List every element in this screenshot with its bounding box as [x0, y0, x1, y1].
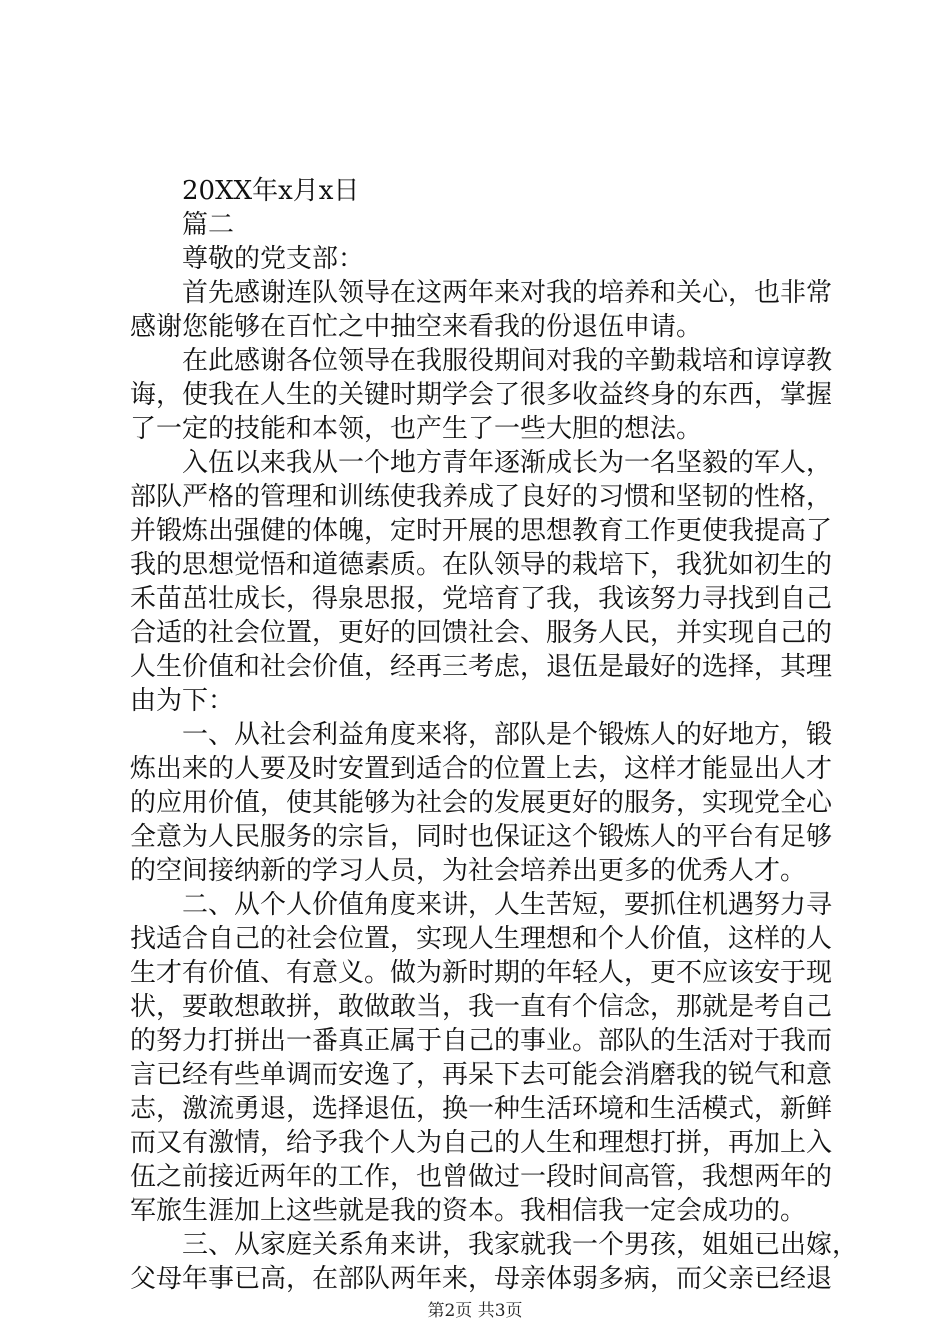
text-line: 伍之前接近两年的工作，也曾做过一段时间高管，我想两年的: [130, 1162, 833, 1192]
text-line: 找适合自己的社会位置，实现人生理想和个人价值，这样的人: [130, 924, 833, 954]
text-line: 部队严格的管理和训练使我养成了良好的习惯和坚韧的性格，: [130, 482, 833, 512]
salutation: 尊敬的党支部：: [130, 244, 365, 274]
section-heading: 篇二: [130, 210, 235, 240]
page-footer: 第2页 共3页: [427, 1301, 523, 1321]
text-line: 在此感谢各位领导在我服役期间对我的辛勤栽培和谆谆教: [130, 346, 833, 376]
text-line: 军旅生涯加上这些就是我的资本。我相信我一定会成功的。: [130, 1196, 807, 1226]
text-line: 状，要敢想敢拼，敢做敢当，我一直有个信念，那就是考自己: [130, 992, 833, 1022]
text-line: 人生价值和社会价值，经再三考虑，退伍是最好的选择，其理: [130, 652, 833, 682]
text-line: 三、从家庭关系角来讲，我家就我一个男孩，姐姐已出嫁，: [130, 1230, 859, 1260]
text-line: 二、从个人价值角度来讲，人生苦短，要抓住机遇努力寻: [130, 890, 833, 920]
text-line: 我的思想觉悟和道德素质。在队领导的栽培下，我犹如初生的: [130, 550, 833, 580]
text-line: 的空间接纳新的学习人员，为社会培养出更多的优秀人才。: [130, 856, 807, 886]
text-line: 由为下：: [130, 686, 235, 716]
text-line: 全意为人民服务的宗旨，同时也保证这个锻炼人的平台有足够: [130, 822, 833, 852]
text-line: 诲，使我在人生的关键时期学会了很多收益终身的东西，掌握: [130, 380, 833, 410]
text-line: 感谢您能够在百忙之中抽空来看我的份退伍申请。: [130, 312, 703, 342]
text-line: 并锻炼出强健的体魄，定时开展的思想教育工作更使我提高了: [130, 516, 833, 546]
text-line: 而又有激情，给予我个人为自己的人生和理想打拼，再加上入: [130, 1128, 833, 1158]
text-line: 一、从社会利益角度来将，部队是个锻炼人的好地方，锻: [130, 720, 833, 750]
text-line: 合适的社会位置，更好的回馈社会、服务人民，并实现自己的: [130, 618, 833, 648]
text-line: 志，激流勇退，选择退伍，换一种生活环境和生活模式，新鲜: [130, 1094, 833, 1124]
text-line: 禾苗茁壮成长，得泉思报，党培育了我，我该努力寻找到自己: [130, 584, 833, 614]
text-line: 的努力打拼出一番真正属于自己的事业。部队的生活对于我而: [130, 1026, 833, 1056]
text-line: 生才有价值、有意义。做为新时期的年轻人，更不应该安于现: [130, 958, 833, 988]
text-line: 的应用价值，使其能够为社会的发展更好的服务，实现党全心: [130, 788, 833, 818]
text-line: 了一定的技能和本领，也产生了一些大胆的想法。: [130, 414, 703, 444]
text-line: 入伍以来我从一个地方青年逐渐成长为一名坚毅的军人，: [130, 448, 833, 478]
text-line: 言已经有些单调而安逸了，再呆下去可能会消磨我的锐气和意: [130, 1060, 833, 1090]
text-line: 父母年事已高，在部队两年来，母亲体弱多病，而父亲已经退: [130, 1264, 833, 1294]
text-line: 首先感谢连队领导在这两年来对我的培养和关心，也非常: [130, 278, 833, 308]
date-line: 20XX年x月x日: [130, 176, 360, 206]
text-line: 炼出来的人要及时安置到适合的位置上去，这样才能显出人才: [130, 754, 833, 784]
